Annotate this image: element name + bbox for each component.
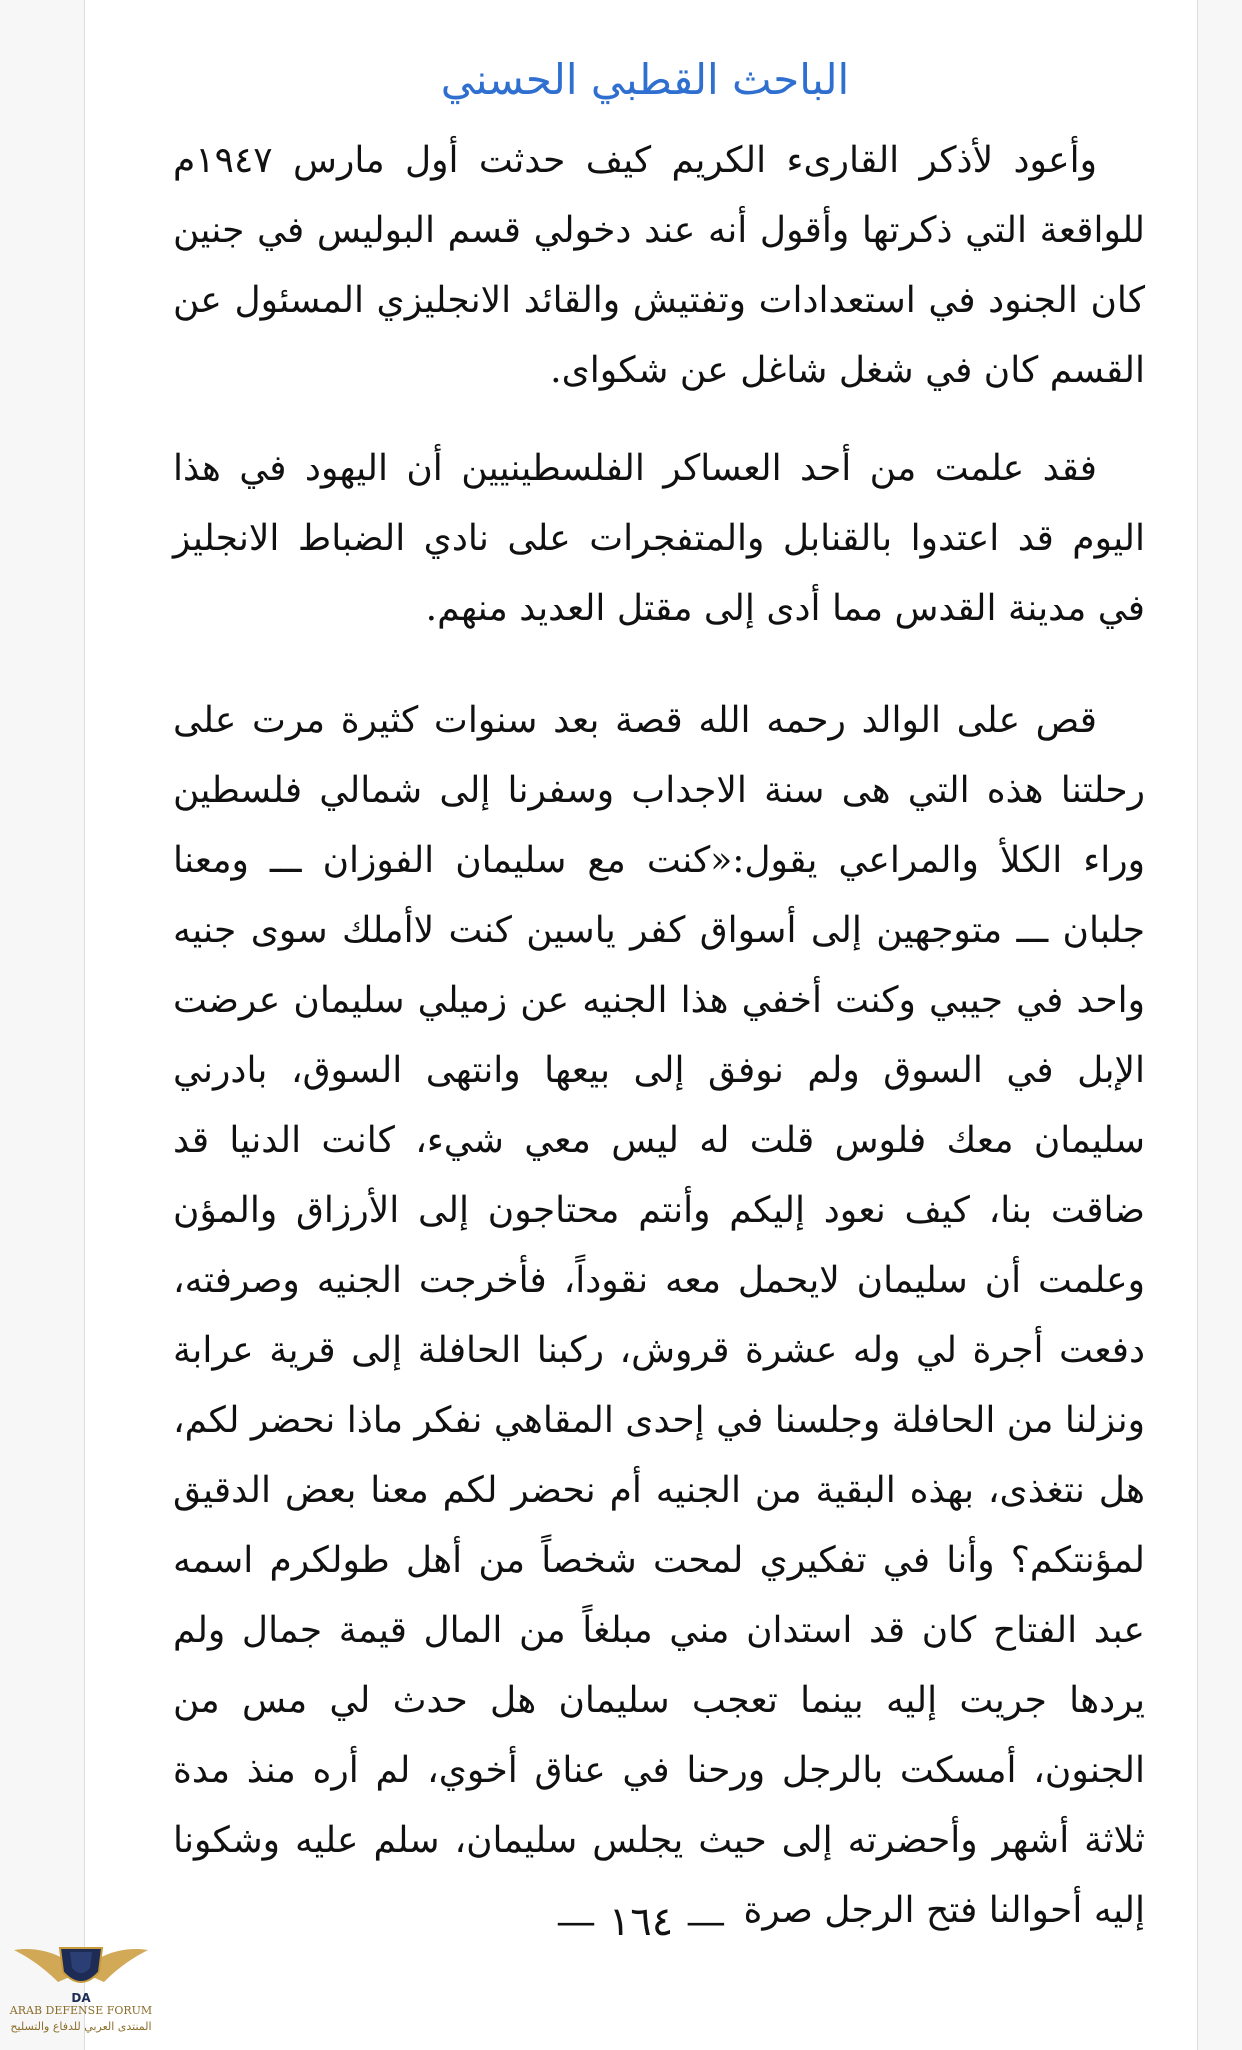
- eagle-emblem-icon: [6, 1932, 156, 2008]
- watermark-emblem-letters: DA: [71, 1991, 91, 2005]
- watermark-text-arabic: المنتدى العربي للدفاع والتسليح: [10, 2020, 152, 2033]
- page-header-title: الباحث القطبي الحسني: [440, 55, 850, 104]
- watermark-logo: [6, 1932, 156, 2044]
- paragraph-1: وأعود لأذكر القارىء الكريم كيف حدثت أول مارس ١٩٤٧م للواقعة التي ذكرتها وأقول أنه عند دخولي قسم البوليس في جنين كان الجنود في استعدادات وتفتيش والقائد الانجليزي المسئول عن القسم كان في شغل شاغل عن شكواى.: [173, 140, 1145, 391]
- watermark-text-english: ARAB DEFENSE FORUM: [9, 2004, 153, 2017]
- paragraph-3: قص على الوالد رحمه الله قصة بعد سنوات كثيرة مرت على رحلتنا هذه التي هى سنة الاجداب وسفرنا إلى شمالي فلسطين وراء الكلأ والمراعي يقول:«كنت مع سليمان الفوزان ـــ ومعنا جلبان ـــ متوجهين إلى أسواق كفر ياسين كنت لاأملك سوى جنيه واحد في جيبي وكنت أخفي هذا الجنيه عن زميلي سليمان عرضت الإبل في السوق ولم نوفق إلى بيعها وانتهى السوق، بادرني سليمان معك فلوس قلت له ليس معي شيء، كانت الدنيا قد ضاقت بنا، كيف نعود إليكم وأنتم محتاجون إلى الأرزاق والمؤن وعلمت أن سليمان لايحمل معه نقوداً، فأخرجت الجنيه وصرفته، دفعت أجرة لي وله عشرة قروش، ركبنا الحافلة إلى قرية عرابة ونزلنا من الحافلة وجلسنا في إحدى المقاهي نفكر ماذا نحضر لكم، هل نتغذى، بهذه البقية من الجنيه أم نحضر لكم معنا بعض الدقيق لمؤنتكم؟ وأنا في تفكيري لمحت شخصاً من أهل طولكرم اسمه عبد الفتاح كان قد استدان مني مبلغاً من المال قيمة جمال ولم يردها جريت إليه بينما تعجب سليمان هل حدث لي مس من الجنون، أمسكت بالرجل ورحنا في عناق أخوي، لم أره منذ مدة ثلاثة أشهر وأحضرته إلى حيث يجلس سليمان، سلم عليه وشكونا إليه أحوالنا فتح الرجل صرة: [173, 700, 1146, 1931]
- page-number: — ١٦٤ —: [556, 1899, 726, 1945]
- book-page: [84, 0, 1198, 2050]
- paragraph-2: فقد علمت من أحد العساكر الفلسطينيين أن اليهود في هذا اليوم قد اعتدوا بالقنابل والمتفجرات على نادي الضباط الانجليز في مدينة القدس مما أدى إلى مقتل العديد منهم.: [173, 448, 1145, 629]
- body-text: [173, 126, 1145, 1946]
